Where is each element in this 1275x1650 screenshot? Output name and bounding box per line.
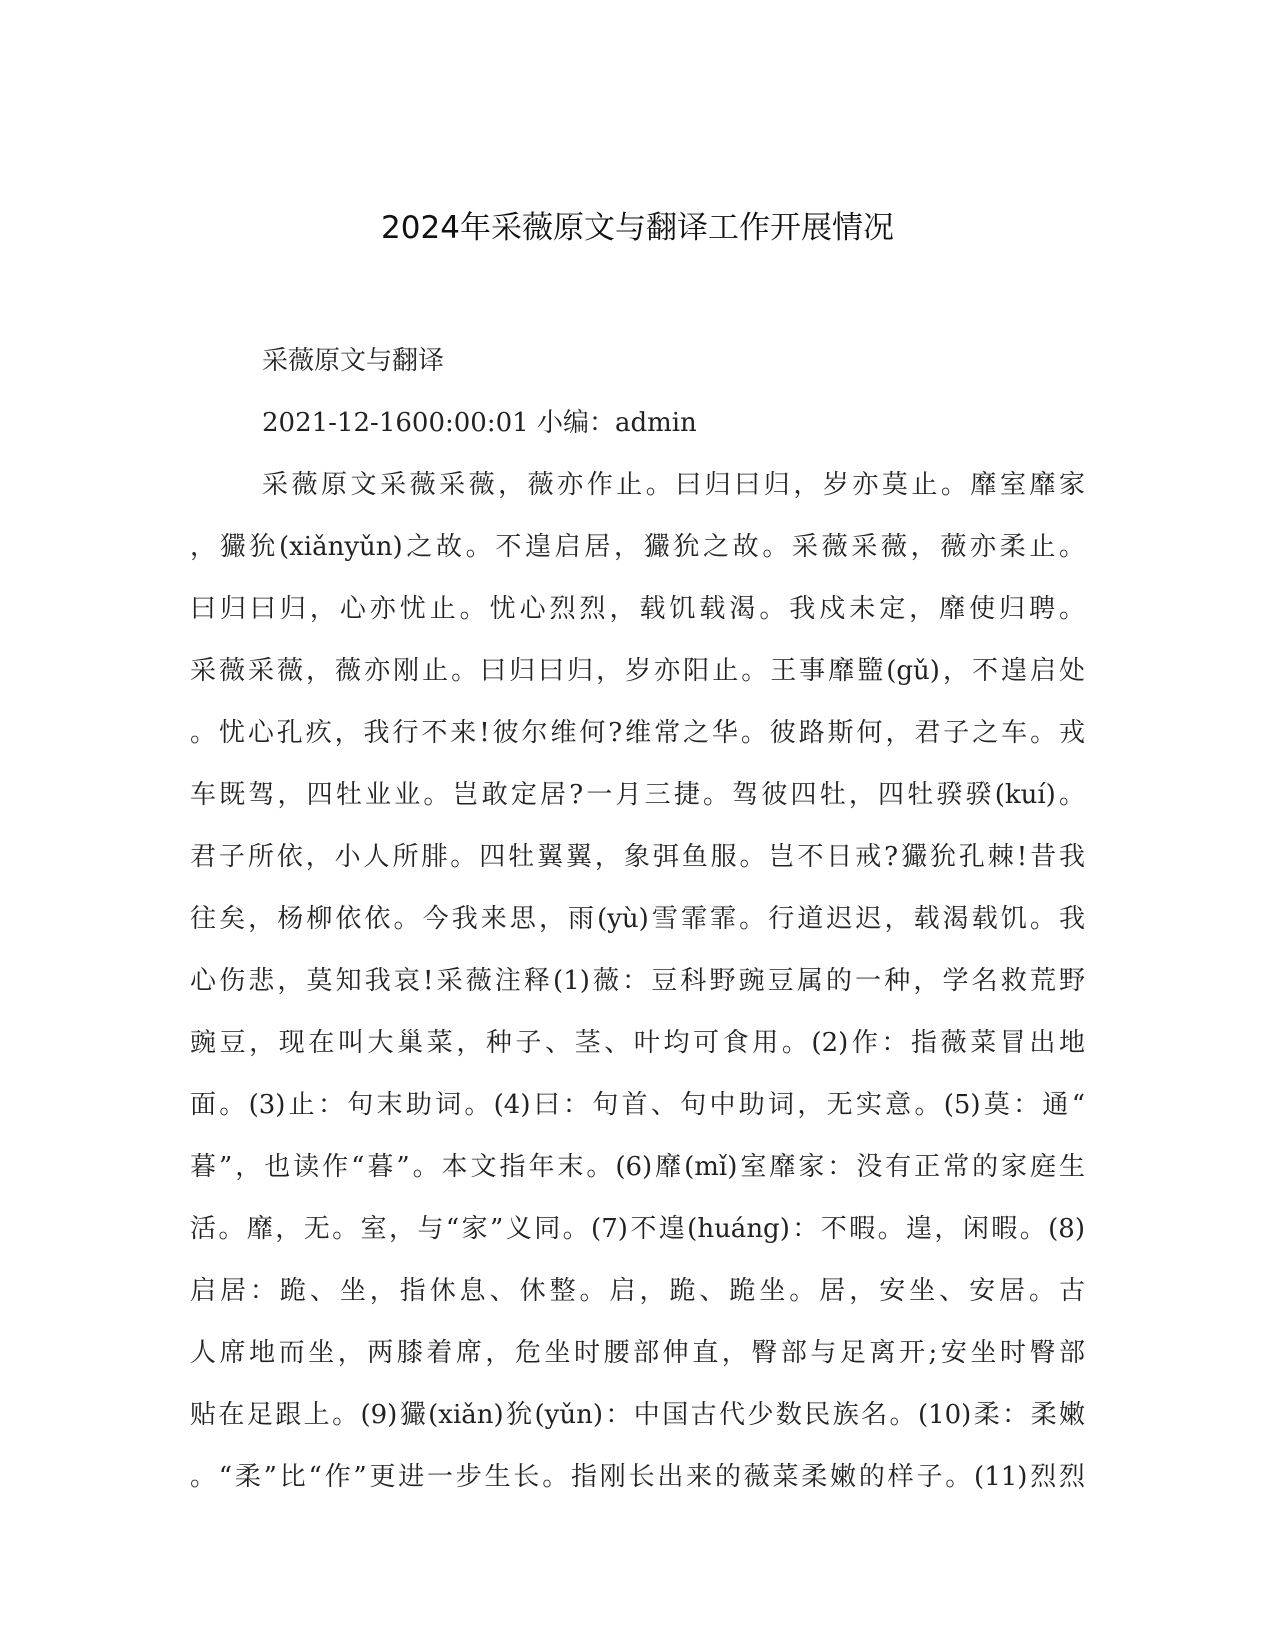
paragraph-line: 心伤悲，莫知我哀!采薇注释(1)薇：豆科野豌豆属的一种，学名救荒野 [190,966,1085,996]
paragraph-line: 。“柔”比“作”更进一步生长。指刚长出来的薇菜柔嫩的样子。(11)烈烈 [190,1462,1085,1492]
post-meta: 2021-12-1600:00:01 小编：admin [262,408,697,438]
paragraph-line: 。忧心孔疚，我行不来!彼尔维何?维常之华。彼路斯何，君子之车。戎 [190,718,1085,748]
paragraph-line: 贴在足跟上。(9)玁(xiǎn)狁(yǔn)：中国古代少数民族名。(10)柔：柔嫩 [190,1400,1085,1430]
paragraph-line: 人席地而坐，两膝着席，危坐时腰部伸直，臀部与足离开;安坐时臀部 [190,1338,1085,1368]
paragraph-line: 采薇采薇，薇亦刚止。曰归曰归，岁亦阳止。王事靡盬(gǔ)，不遑启处 [190,656,1085,686]
paragraph-line: 车既驾，四牡业业。岂敢定居?一月三捷。驾彼四牡，四牡骙骙(kuí)。 [190,780,1085,810]
paragraph-line: 面。(3)止：句末助词。(4)曰：句首、句中助词，无实意。(5)莫：通“ [190,1090,1085,1120]
paragraph-line: 活。靡，无。室，与“家”义同。(7)不遑(huáng)：不暇。遑，闲暇。(8) [190,1214,1085,1244]
section-heading: 采薇原文与翻译 [262,346,445,376]
paragraph-line: 君子所依，小人所腓。四牡翼翼，象弭鱼服。岂不日戒?玁狁孔棘!昔我 [190,842,1085,872]
document-title: 2024年采薇原文与翻译工作开展情况 [381,210,894,246]
paragraph-line: 往矣，杨柳依依。今我来思，雨(yù)雪霏霏。行道迟迟，载渴载饥。我 [190,904,1085,934]
paragraph-line: 豌豆，现在叫大巢菜，种子、茎、叶均可食用。(2)作：指薇菜冒出地 [190,1028,1085,1058]
paragraph-line: ，玁狁(xiǎnyǔn)之故。不遑启居，玁狁之故。采薇采薇，薇亦柔止。 [190,532,1085,562]
paragraph-line: 采薇原文采薇采薇，薇亦作止。曰归曰归，岁亦莫止。靡室靡家 [262,470,1085,500]
paragraph-line: 暮”，也读作“暮”。本文指年末。(6)靡(mǐ)室靡家：没有正常的家庭生 [190,1152,1085,1182]
document-body [190,330,1085,1508]
paragraph-line: 曰归曰归，心亦忧止。忧心烈烈，载饥载渴。我戍未定，靡使归聘。 [190,594,1085,624]
paragraph-line: 启居：跪、坐，指休息、休整。启，跪、跪坐。居，安坐、安居。古 [190,1276,1085,1306]
